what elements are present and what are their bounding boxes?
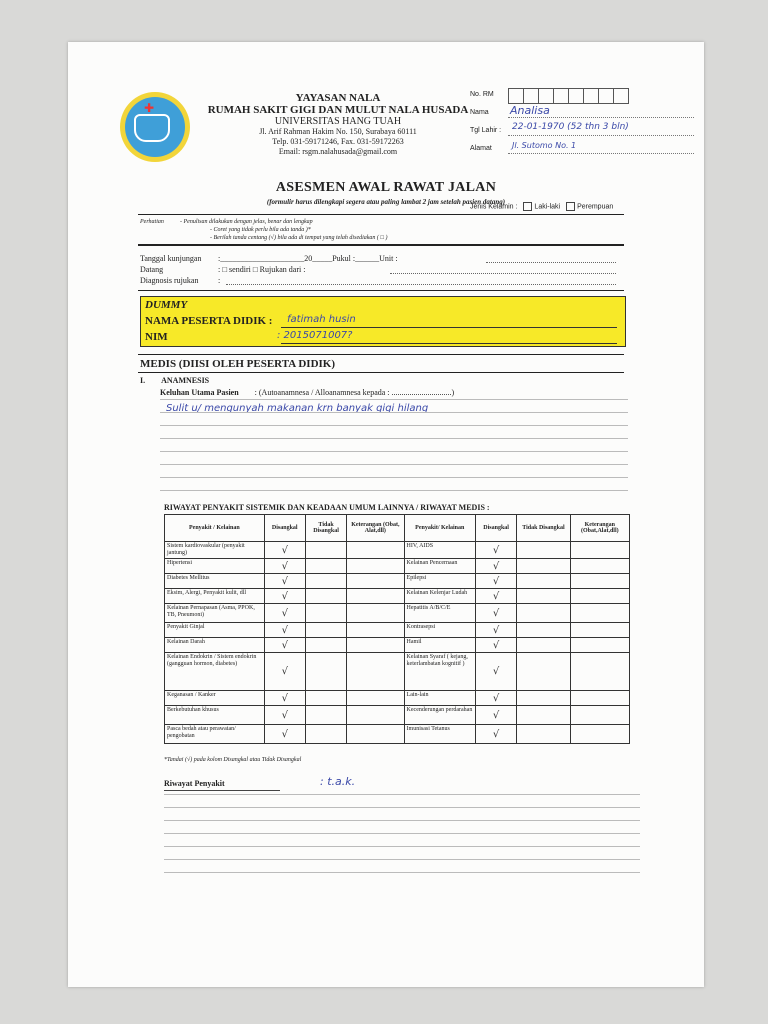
keterangan-cell[interactable] bbox=[347, 691, 404, 706]
table-row bbox=[165, 653, 630, 691]
disease-cell: Eksim, Alergi, Penyakit kulit, dll bbox=[165, 589, 265, 604]
disease-cell: Kontrasepsi bbox=[404, 623, 475, 638]
tidak-disangkal-cell[interactable] bbox=[305, 559, 346, 574]
note-3: - Berilah tanda centang (√) bila ada di tempat yang telah disediakan ( □ ) bbox=[210, 235, 388, 241]
disangkal-check[interactable]: √ bbox=[264, 691, 305, 706]
col-header: Tidak Disangkal bbox=[517, 515, 570, 542]
disangkal-check[interactable]: √ bbox=[264, 589, 305, 604]
disangkal-check[interactable]: √ bbox=[475, 542, 516, 559]
medical-history-table bbox=[164, 514, 630, 744]
disangkal-check[interactable]: √ bbox=[264, 623, 305, 638]
tidak-disangkal-cell[interactable] bbox=[305, 542, 346, 559]
female-label: Perempuan bbox=[577, 203, 614, 211]
tgl-lahir-value[interactable]: 22-01-1970 (52 thn 3 bln) bbox=[512, 122, 629, 132]
keluhan-row bbox=[160, 388, 454, 397]
tidak-disangkal-cell[interactable] bbox=[517, 725, 570, 744]
tgl-lahir-label: Tgl Lahir : bbox=[470, 127, 502, 134]
disangkal-check[interactable]: √ bbox=[475, 623, 516, 638]
table-row bbox=[165, 542, 630, 559]
tgl-lahir-row bbox=[470, 124, 700, 138]
disangkal-check[interactable]: √ bbox=[475, 691, 516, 706]
disangkal-check[interactable]: √ bbox=[264, 638, 305, 653]
table-row bbox=[165, 604, 630, 623]
divider bbox=[138, 244, 624, 246]
keterangan-cell[interactable] bbox=[570, 725, 629, 744]
keterangan-cell[interactable] bbox=[570, 623, 629, 638]
divider bbox=[138, 354, 624, 355]
disease-cell: Kelainan Pernapasan (Asma, PPOK, TB, Pneumoni) bbox=[165, 604, 265, 623]
student-name-value[interactable]: fatimah husin bbox=[287, 314, 356, 325]
datang-value[interactable]: : □ sendiri □ Rujukan dari : bbox=[218, 265, 306, 274]
disangkal-check[interactable]: √ bbox=[475, 574, 516, 589]
table-row bbox=[165, 623, 630, 638]
disangkal-check[interactable]: √ bbox=[264, 725, 305, 744]
col-header: Tidak Disangkal bbox=[305, 515, 346, 542]
nama-label: Nama bbox=[470, 109, 489, 116]
disease-cell: Pasca bedah atau perawatan/ pengobatan bbox=[165, 725, 265, 744]
medis-section-title: MEDIS (DIISI OLEH PESERTA DIDIK) bbox=[140, 358, 336, 370]
form-subtitle: (formulir harus dilengkapi segera atau paling lambat 2 jam setelah pasien datang) bbox=[266, 198, 506, 206]
disangkal-check[interactable]: √ bbox=[475, 604, 516, 623]
tidak-disangkal-cell[interactable] bbox=[305, 589, 346, 604]
tanggal-label: Tanggal kunjungan bbox=[140, 254, 202, 263]
tidak-disangkal-cell[interactable] bbox=[305, 706, 346, 725]
nama-value[interactable]: Analisa bbox=[510, 104, 550, 117]
keterangan-cell[interactable] bbox=[347, 623, 404, 638]
col-header: Penyakit / Kelainan bbox=[165, 515, 265, 542]
keluhan-type: : (Autoanamnesa / Alloanamnesa kepada : ..............................) bbox=[254, 388, 455, 397]
disangkal-check[interactable]: √ bbox=[475, 589, 516, 604]
disease-cell: Imunisasi Tetanus bbox=[404, 725, 475, 744]
tidak-disangkal-cell[interactable] bbox=[517, 706, 570, 725]
tidak-disangkal-cell[interactable] bbox=[517, 589, 570, 604]
alamat-row bbox=[470, 142, 700, 156]
student-name-label: NAMA PESERTA DIDIK : bbox=[145, 315, 273, 327]
tidak-disangkal-cell[interactable] bbox=[305, 638, 346, 653]
table-row bbox=[165, 574, 630, 589]
hospital-email: Email: rsgm.nalahusada@gmail.com bbox=[278, 147, 398, 156]
tidak-disangkal-cell[interactable] bbox=[517, 559, 570, 574]
disease-cell: Kelainan Syaraf ( kejang, keterlambatan kognitif ) bbox=[404, 653, 475, 691]
nim-value[interactable]: : 2015071007? bbox=[277, 330, 353, 341]
hospital-logo: ✚ bbox=[120, 92, 190, 162]
ruled-line bbox=[160, 490, 628, 491]
diagnosis-label: Diagnosis rujukan bbox=[140, 276, 199, 285]
table-header-row bbox=[165, 515, 630, 542]
col-header: Disangkal bbox=[475, 515, 516, 542]
keterangan-cell[interactable] bbox=[570, 574, 629, 589]
hospital-header bbox=[188, 92, 488, 157]
ruled-line bbox=[164, 833, 640, 834]
disangkal-check[interactable]: √ bbox=[264, 542, 305, 559]
keterangan-cell[interactable] bbox=[347, 559, 404, 574]
keluhan-value[interactable]: Sulit u/ mengunyah makanan krn banyak gigi hilang bbox=[166, 403, 429, 414]
ruled-line bbox=[164, 807, 640, 808]
no-rm-label: No. RM bbox=[470, 91, 494, 98]
ruled-line bbox=[160, 464, 628, 465]
datang-row bbox=[140, 265, 620, 276]
ruled-line bbox=[160, 425, 628, 426]
datang-label: Datang bbox=[140, 265, 164, 274]
riwayat-penyakit-label: Riwayat Penyakit bbox=[164, 779, 225, 788]
keterangan-cell[interactable] bbox=[347, 542, 404, 559]
keterangan-cell[interactable] bbox=[347, 725, 404, 744]
tidak-disangkal-cell[interactable] bbox=[517, 653, 570, 691]
keterangan-cell[interactable] bbox=[347, 706, 404, 725]
disease-cell: Epilepsi bbox=[404, 574, 475, 589]
tidak-disangkal-cell[interactable] bbox=[305, 725, 346, 744]
keterangan-cell[interactable] bbox=[347, 653, 404, 691]
university-name: UNIVERSITAS HANG TUAH bbox=[274, 116, 402, 127]
ruled-line bbox=[164, 859, 640, 860]
keterangan-cell[interactable] bbox=[570, 691, 629, 706]
disangkal-check[interactable]: √ bbox=[475, 653, 516, 691]
disease-cell: Kelainan Kelenjar Ludah bbox=[404, 589, 475, 604]
keterangan-cell[interactable] bbox=[570, 559, 629, 574]
tidak-disangkal-cell[interactable] bbox=[517, 638, 570, 653]
ruled-line bbox=[160, 438, 628, 439]
anamnesis-heading bbox=[140, 376, 209, 385]
disangkal-check[interactable]: √ bbox=[264, 604, 305, 623]
disease-cell: Hamil bbox=[404, 638, 475, 653]
disease-cell: Sistem kardiovaskular (penyakit jantung) bbox=[165, 542, 265, 559]
ruled-line bbox=[160, 399, 628, 400]
tidak-disangkal-cell[interactable] bbox=[305, 604, 346, 623]
disease-cell: Berkebutuhan khusus bbox=[165, 706, 265, 725]
no-rm-boxes[interactable] bbox=[508, 88, 629, 102]
ruled-line bbox=[164, 820, 640, 821]
divider bbox=[138, 372, 624, 373]
disease-cell: HIV, AIDS bbox=[404, 542, 475, 559]
hospital-address: Jl. Arif Rahman Hakim No. 150, Surabaya 60111 bbox=[259, 127, 417, 136]
anamnesis-label: ANAMNESIS bbox=[161, 376, 210, 385]
col-header: Penyakit/ Kelainan bbox=[404, 515, 475, 542]
disease-cell: Keganasan / Kanker bbox=[165, 691, 265, 706]
tidak-disangkal-cell[interactable] bbox=[305, 653, 346, 691]
table-row bbox=[165, 638, 630, 653]
ruled-line bbox=[164, 846, 640, 847]
col-header: Keterangan (Obat, Alat,dll) bbox=[347, 515, 404, 542]
medical-history-title: RIWAYAT PENYAKIT SISTEMIK DAN KEADAAN UMUM LAINNYA / RIWAYAT MEDIS : bbox=[164, 503, 490, 512]
disangkal-check[interactable]: √ bbox=[264, 653, 305, 691]
ruled-line bbox=[160, 451, 628, 452]
hospital-name: RUMAH SAKIT GIGI DAN MULUT NALA HUSADA bbox=[207, 104, 469, 116]
tidak-disangkal-cell[interactable] bbox=[517, 604, 570, 623]
table-note: *Tandai (√) pada kolom Disangkal atau Tidak Disangkal bbox=[164, 757, 302, 763]
keterangan-cell[interactable] bbox=[570, 706, 629, 725]
tidak-disangkal-cell[interactable] bbox=[305, 623, 346, 638]
nim-label: NIM bbox=[145, 331, 168, 343]
diagnosis-row bbox=[140, 276, 620, 287]
tidak-disangkal-cell[interactable] bbox=[305, 691, 346, 706]
ruled-line bbox=[160, 477, 628, 478]
keterangan-cell[interactable] bbox=[570, 589, 629, 604]
tidak-disangkal-cell[interactable] bbox=[517, 542, 570, 559]
keterangan-cell[interactable] bbox=[347, 604, 404, 623]
table-row bbox=[165, 691, 630, 706]
alamat-label: Alamat bbox=[470, 145, 492, 152]
keluhan-label: Keluhan Utama Pasien bbox=[160, 388, 239, 397]
ruled-line bbox=[164, 872, 640, 873]
gender-label: Jenis Kelamin : bbox=[470, 203, 518, 211]
tanggal-row bbox=[140, 254, 620, 265]
dummy-label: DUMMY bbox=[145, 299, 188, 311]
keterangan-cell[interactable] bbox=[570, 604, 629, 623]
disease-cell: Kecenderungan perdarahan bbox=[404, 706, 475, 725]
table-row bbox=[165, 559, 630, 574]
disangkal-check[interactable]: √ bbox=[264, 706, 305, 725]
nama-row bbox=[470, 106, 700, 120]
disease-cell: Diabetes Mellitus bbox=[165, 574, 265, 589]
disangkal-check[interactable]: √ bbox=[264, 574, 305, 589]
form-sheet bbox=[68, 42, 704, 987]
diagnosis-colon: : bbox=[218, 276, 221, 285]
underline bbox=[164, 790, 280, 791]
table-row bbox=[165, 725, 630, 744]
disangkal-check[interactable]: √ bbox=[475, 559, 516, 574]
disease-cell: Hipertensi bbox=[165, 559, 265, 574]
col-header: Disangkal bbox=[264, 515, 305, 542]
anamnesis-number: I. bbox=[140, 376, 146, 385]
keterangan-cell[interactable] bbox=[347, 638, 404, 653]
disease-cell: Penyakit Ginjal bbox=[165, 623, 265, 638]
foundation-name: YAYASAN NALA bbox=[295, 92, 381, 104]
perhatian-label: Perhatian bbox=[140, 219, 164, 225]
tidak-disangkal-cell[interactable] bbox=[517, 623, 570, 638]
hospital-phone: Telp. 031-59171246, Fax. 031-59172263 bbox=[272, 137, 404, 146]
tidak-disangkal-cell[interactable] bbox=[517, 574, 570, 589]
tanggal-fields[interactable]: :_____________________20_____Pukul :______Unit : bbox=[218, 254, 398, 263]
keterangan-cell[interactable] bbox=[570, 542, 629, 559]
disangkal-check[interactable]: √ bbox=[264, 559, 305, 574]
alamat-value[interactable]: Jl. Sutomo No. 1 bbox=[512, 141, 577, 150]
keterangan-cell[interactable] bbox=[347, 589, 404, 604]
keterangan-cell[interactable] bbox=[570, 653, 629, 691]
disangkal-check[interactable]: √ bbox=[475, 725, 516, 744]
student-box bbox=[140, 296, 626, 347]
riwayat-penyakit-value[interactable]: : t.a.k. bbox=[320, 775, 356, 788]
table-row bbox=[165, 706, 630, 725]
tidak-disangkal-cell[interactable] bbox=[517, 691, 570, 706]
divider bbox=[138, 290, 624, 291]
medical-history-body bbox=[165, 542, 630, 744]
disease-cell: Kelainan Darah bbox=[165, 638, 265, 653]
no-rm-row bbox=[470, 88, 700, 102]
note-2: - Coret yang tidak perlu bila ada tanda )* bbox=[210, 227, 311, 233]
male-label: Laki-laki bbox=[534, 203, 561, 211]
disease-cell: Lain-lain bbox=[404, 691, 475, 706]
disangkal-check[interactable]: √ bbox=[475, 638, 516, 653]
table-row bbox=[165, 589, 630, 604]
keterangan-cell[interactable] bbox=[347, 574, 404, 589]
ruled-line bbox=[160, 412, 628, 413]
ruled-line bbox=[164, 794, 640, 795]
tidak-disangkal-cell[interactable] bbox=[305, 574, 346, 589]
col-header: Keterangan (Obat,Alat,dll) bbox=[570, 515, 629, 542]
disease-cell: Kelainan Endokrin / Sistem endokrin (gangguan hormon, diabetes) bbox=[165, 653, 265, 691]
note-1: - Penulisan dilakukan dengan jelas, benar dan lengkap bbox=[180, 219, 313, 225]
disease-cell: Kelainan Pencernaan bbox=[404, 559, 475, 574]
divider bbox=[138, 214, 624, 215]
disease-cell: Hepatitis A/B/C/E bbox=[404, 604, 475, 623]
form-title: ASESMEN AWAL RAWAT JALAN bbox=[275, 180, 497, 195]
keterangan-cell[interactable] bbox=[570, 638, 629, 653]
disangkal-check[interactable]: √ bbox=[475, 706, 516, 725]
